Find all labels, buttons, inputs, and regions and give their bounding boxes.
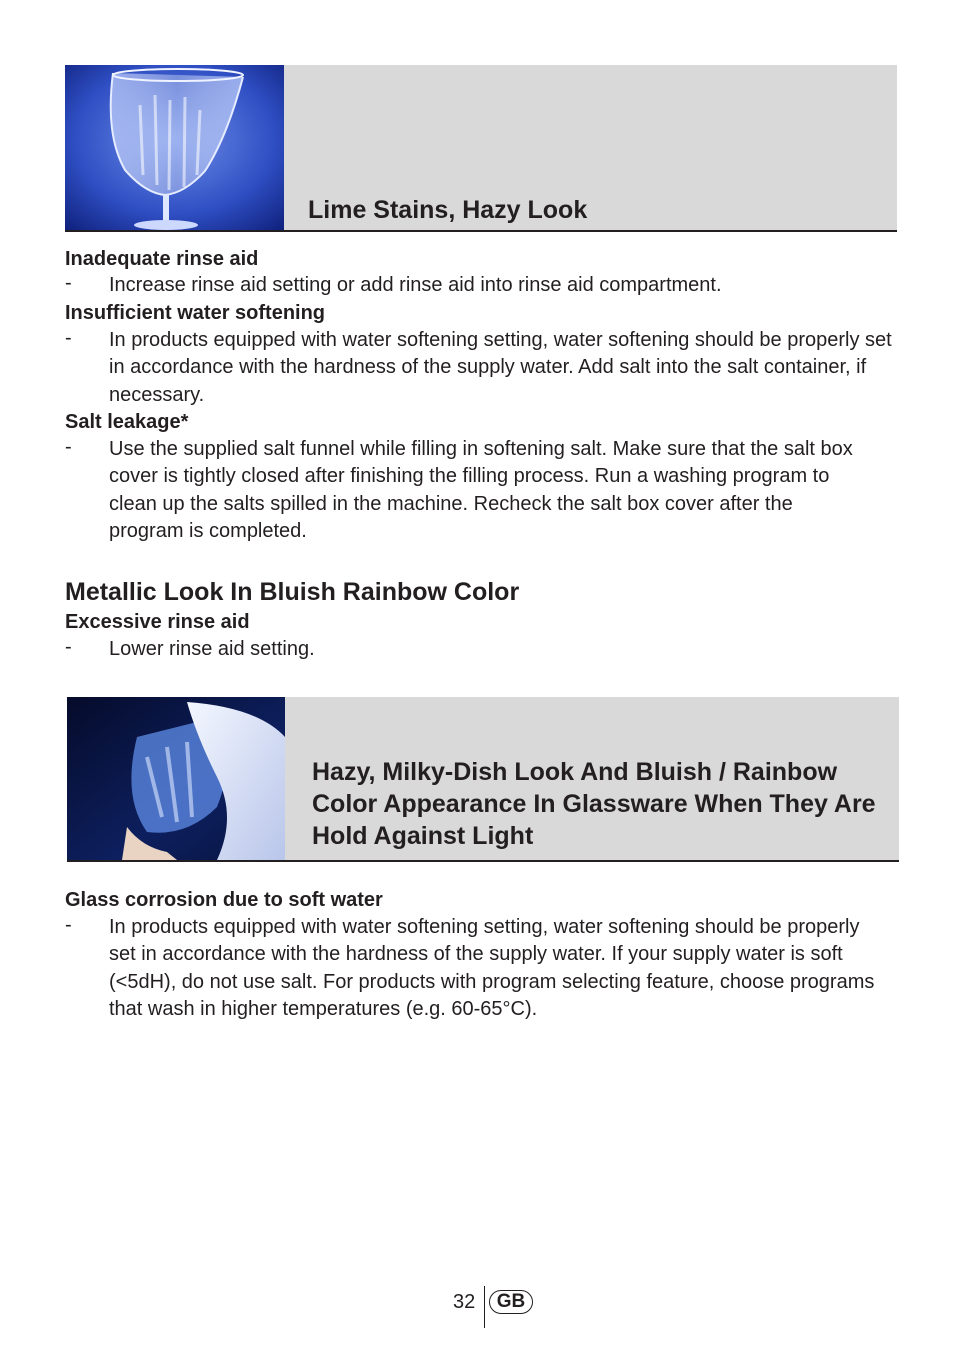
cause-heading: Inadequate rinse aid <box>65 248 259 270</box>
section-banner-lime-stains <box>65 65 897 232</box>
wine-glass-image <box>65 65 284 230</box>
cause-heading: Insufficient water softening <box>65 302 326 324</box>
list-item <box>65 636 895 663</box>
item-text: In products equipped with water softening setting, water softening should be properly set in accordance with the hardness of the supply water. Add salt into the salt container, if necessary. <box>109 329 892 406</box>
bullet-dash: - <box>65 636 72 658</box>
cause-heading: Salt leakage* <box>65 411 189 433</box>
page-number: 32 <box>453 1291 476 1313</box>
section-title: Hazy, Milky-Dish Look And Bluish / Rainbow Color Appearance In Glassware When They Are Hold Against Light <box>312 758 876 850</box>
glass-polishing-image <box>67 697 285 860</box>
bullet-dash: - <box>65 327 72 349</box>
item-text: In products equipped with water softening setting, water softening should be properly set in accordance with the hardness of the supply water. If your supply water is soft (<5dH), do not use salt. For products with program selecting feature, choose programs that wash in higher temperatures (e.g. 60-65°C). <box>109 916 875 1020</box>
section-title: Lime Stains, Hazy Look <box>308 196 588 224</box>
list-item <box>65 436 895 545</box>
bullet-dash: - <box>65 436 72 458</box>
cause-heading: Glass corrosion due to soft water <box>65 889 383 911</box>
item-text: Use the supplied salt funnel while filling in softening salt. Make sure that the salt box cover is tightly closed after finishing the filling process. Run a washing program to clean up the salts spilled in the machine. Recheck the salt box cover after the program is completed. <box>109 438 853 542</box>
list-item <box>65 914 895 1023</box>
cause-heading: Excessive rinse aid <box>65 611 250 633</box>
footer-divider <box>484 1286 485 1328</box>
item-text: Increase rinse aid setting or add rinse aid into rinse aid compartment. <box>109 274 722 296</box>
bullet-dash: - <box>65 272 72 294</box>
list-item <box>65 272 895 299</box>
bullet-dash: - <box>65 914 72 936</box>
item-text: Lower rinse aid setting. <box>109 638 315 660</box>
section-banner-hazy-milky <box>67 697 899 862</box>
language-badge: GB <box>489 1290 533 1314</box>
section-title: Metallic Look In Bluish Rainbow Color <box>65 578 520 606</box>
list-item <box>65 327 895 409</box>
